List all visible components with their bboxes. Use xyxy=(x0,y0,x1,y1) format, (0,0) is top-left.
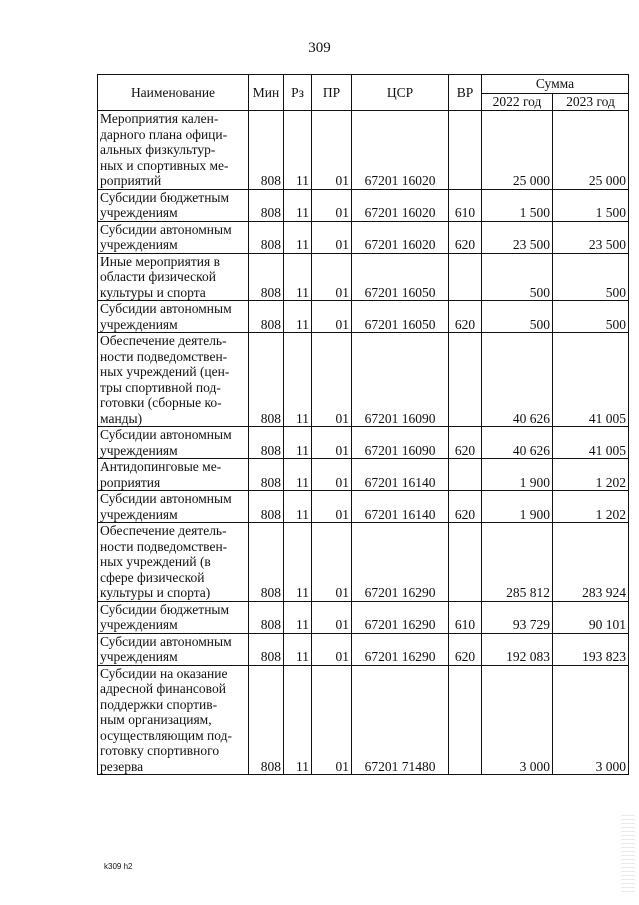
cell-rz: 11 xyxy=(284,523,312,602)
cell-y2022: 1 500 xyxy=(482,189,553,221)
cell-rz: 11 xyxy=(284,665,312,775)
cell-rz: 11 xyxy=(284,221,312,253)
cell-y2023: 3 000 xyxy=(553,665,629,775)
cell-pr: 01 xyxy=(312,253,352,301)
cell-csr: 67201 16290 xyxy=(352,633,449,665)
cell-name: Обеспечение деятель- ности подведомствен- ных учреждений (цен- тры спортивной под- готовки (сборные ко- манды) xyxy=(98,333,249,427)
table-body xyxy=(98,111,629,775)
table-row xyxy=(98,111,629,190)
header-2023: 2023 год xyxy=(553,94,629,111)
cell-name: Субсидии автономным учреждениям xyxy=(98,427,249,459)
cell-csr: 67201 16090 xyxy=(352,427,449,459)
cell-vr xyxy=(449,333,482,427)
cell-y2022: 500 xyxy=(482,253,553,301)
cell-vr xyxy=(449,459,482,491)
cell-min: 808 xyxy=(249,633,284,665)
cell-min: 808 xyxy=(249,427,284,459)
table-row xyxy=(98,253,629,301)
cell-y2022: 3 000 xyxy=(482,665,553,775)
header-csr: ЦСР xyxy=(352,75,449,111)
cell-vr: 620 xyxy=(449,491,482,523)
cell-min: 808 xyxy=(249,221,284,253)
cell-rz: 11 xyxy=(284,459,312,491)
cell-min: 808 xyxy=(249,601,284,633)
cell-pr: 01 xyxy=(312,523,352,602)
cell-y2022: 93 729 xyxy=(482,601,553,633)
table-row xyxy=(98,523,629,602)
table-row xyxy=(98,459,629,491)
cell-csr: 67201 16020 xyxy=(352,111,449,190)
cell-csr: 67201 16050 xyxy=(352,253,449,301)
cell-y2022: 500 xyxy=(482,301,553,333)
cell-name: Субсидии автономным учреждениям xyxy=(98,301,249,333)
cell-pr: 01 xyxy=(312,221,352,253)
cell-name: Иные мероприятия в области физической культуры и спорта xyxy=(98,253,249,301)
table-row xyxy=(98,427,629,459)
cell-pr: 01 xyxy=(312,665,352,775)
cell-pr: 01 xyxy=(312,491,352,523)
cell-rz: 11 xyxy=(284,301,312,333)
cell-pr: 01 xyxy=(312,301,352,333)
cell-rz: 11 xyxy=(284,601,312,633)
cell-vr: 620 xyxy=(449,633,482,665)
header-2022: 2022 год xyxy=(482,94,553,111)
cell-y2022: 40 626 xyxy=(482,427,553,459)
cell-name: Субсидии автономным учреждениям xyxy=(98,221,249,253)
cell-csr: 67201 16020 xyxy=(352,189,449,221)
cell-y2023: 1 500 xyxy=(553,189,629,221)
table-row xyxy=(98,221,629,253)
cell-min: 808 xyxy=(249,491,284,523)
table-row xyxy=(98,633,629,665)
header-min: Мин xyxy=(249,75,284,111)
cell-rz: 11 xyxy=(284,427,312,459)
cell-y2023: 23 500 xyxy=(553,221,629,253)
table-row xyxy=(98,333,629,427)
cell-name: Субсидии автономным учреждениям xyxy=(98,491,249,523)
cell-min: 808 xyxy=(249,523,284,602)
cell-rz: 11 xyxy=(284,111,312,190)
table-row xyxy=(98,189,629,221)
cell-min: 808 xyxy=(249,253,284,301)
cell-rz: 11 xyxy=(284,491,312,523)
header-sum: Сумма xyxy=(482,75,629,94)
cell-min: 808 xyxy=(249,333,284,427)
cell-y2022: 23 500 xyxy=(482,221,553,253)
header-rz: Рз xyxy=(284,75,312,111)
cell-pr: 01 xyxy=(312,427,352,459)
cell-y2022: 25 000 xyxy=(482,111,553,190)
cell-rz: 11 xyxy=(284,253,312,301)
table-row xyxy=(98,301,629,333)
cell-min: 808 xyxy=(249,301,284,333)
header-name: Наименование xyxy=(98,75,249,111)
cell-name: Антидопинговые ме- роприятия xyxy=(98,459,249,491)
cell-y2023: 193 823 xyxy=(553,633,629,665)
cell-csr: 67201 16090 xyxy=(352,333,449,427)
cell-y2023: 41 005 xyxy=(553,333,629,427)
cell-y2023: 1 202 xyxy=(553,459,629,491)
cell-csr: 67201 16140 xyxy=(352,459,449,491)
cell-vr: 620 xyxy=(449,427,482,459)
cell-y2023: 41 005 xyxy=(553,427,629,459)
table-row xyxy=(98,665,629,775)
cell-y2023: 90 101 xyxy=(553,601,629,633)
cell-vr: 620 xyxy=(449,221,482,253)
cell-min: 808 xyxy=(249,189,284,221)
cell-csr: 67201 16050 xyxy=(352,301,449,333)
footer-code: k309 h2 xyxy=(104,862,133,871)
cell-csr: 67201 71480 xyxy=(352,665,449,775)
cell-csr: 67201 16020 xyxy=(352,221,449,253)
cell-y2023: 283 924 xyxy=(553,523,629,602)
page-number: 309 xyxy=(308,40,331,56)
cell-vr: 620 xyxy=(449,301,482,333)
cell-y2022: 1 900 xyxy=(482,491,553,523)
cell-csr: 67201 16290 xyxy=(352,601,449,633)
cell-name: Мероприятия кален- дарного плана офици- альных физкультур- ных и спортивных ме- роприятий xyxy=(98,111,249,190)
cell-vr xyxy=(449,253,482,301)
cell-name: Субсидии автономным учреждениям xyxy=(98,633,249,665)
cell-vr xyxy=(449,523,482,602)
cell-y2023: 500 xyxy=(553,301,629,333)
cell-pr: 01 xyxy=(312,601,352,633)
table-row xyxy=(98,491,629,523)
cell-rz: 11 xyxy=(284,633,312,665)
cell-min: 808 xyxy=(249,459,284,491)
cell-y2022: 40 626 xyxy=(482,333,553,427)
budget-table xyxy=(97,74,629,775)
cell-y2023: 1 202 xyxy=(553,491,629,523)
cell-pr: 01 xyxy=(312,111,352,190)
cell-csr: 67201 16290 xyxy=(352,523,449,602)
cell-pr: 01 xyxy=(312,633,352,665)
cell-pr: 01 xyxy=(312,459,352,491)
cell-name: Субсидии бюджетным учреждениям xyxy=(98,189,249,221)
cell-y2022: 285 812 xyxy=(482,523,553,602)
table-row xyxy=(98,601,629,633)
cell-vr xyxy=(449,665,482,775)
cell-y2023: 25 000 xyxy=(553,111,629,190)
cell-y2022: 1 900 xyxy=(482,459,553,491)
cell-name: Субсидии бюджетным учреждениям xyxy=(98,601,249,633)
header-vr: ВР xyxy=(449,75,482,111)
cell-rz: 11 xyxy=(284,189,312,221)
cell-vr xyxy=(449,111,482,190)
cell-pr: 01 xyxy=(312,189,352,221)
cell-vr: 610 xyxy=(449,601,482,633)
cell-name: Обеспечение деятель- ности подведомствен- ных учреждений (в сфере физической культуры и спорта) xyxy=(98,523,249,602)
header-pr: ПР xyxy=(312,75,352,111)
cell-vr: 610 xyxy=(449,189,482,221)
cell-rz: 11 xyxy=(284,333,312,427)
cell-csr: 67201 16140 xyxy=(352,491,449,523)
scan-artifact xyxy=(621,815,635,895)
cell-name: Субсидии на оказание адресной финансовой поддержки спортив- ным организациям, осуществляющим под- готовку спортивного резерва xyxy=(98,665,249,775)
cell-pr: 01 xyxy=(312,333,352,427)
cell-y2022: 192 083 xyxy=(482,633,553,665)
cell-y2023: 500 xyxy=(553,253,629,301)
cell-min: 808 xyxy=(249,665,284,775)
cell-min: 808 xyxy=(249,111,284,190)
